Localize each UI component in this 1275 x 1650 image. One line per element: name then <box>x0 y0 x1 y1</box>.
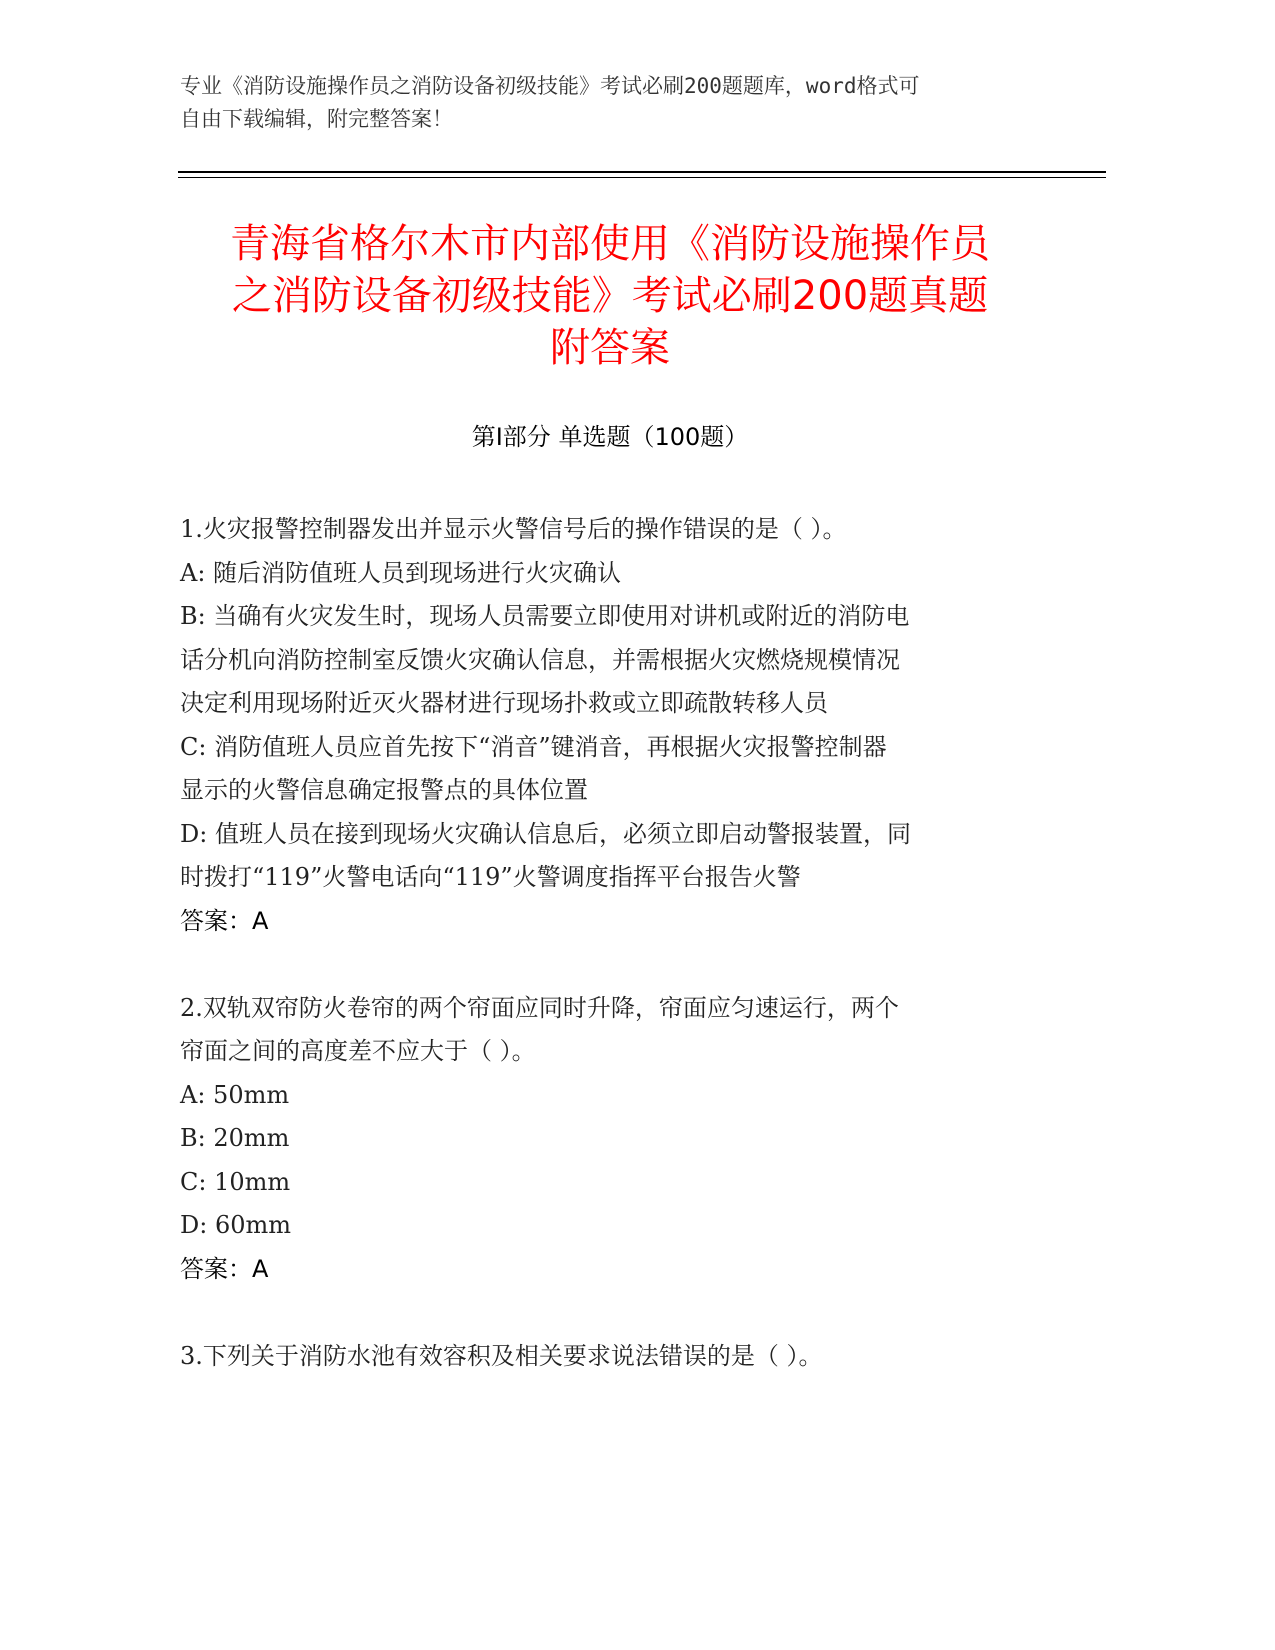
question-spacer <box>180 1291 1040 1335</box>
answer-option-line: 时拨打“119”火警电话向“119”火警调度指挥平台报告火警 <box>180 863 801 891</box>
header-divider-thin <box>178 177 1106 178</box>
answer-option-line: 话分机向消防控制室反馈火灾确认信息，并需根据火灾燃烧规模情况 <box>180 645 900 674</box>
answer-option-line: 显示的火警信息确定报警点的具体位置 <box>180 776 588 804</box>
question-stem-line: 2.双轨双帘防火卷帘的两个帘面应同时升降，帘面应匀速运行，两个 <box>180 993 899 1022</box>
header-note-line: 专业《消防设施操作员之消防设备初级技能》考试必刷200题题库，word格式可 <box>180 74 920 98</box>
question-list <box>180 508 1040 1378</box>
document-title-line: 青海省格尔木市内部使用《消防设施操作员 <box>230 221 990 267</box>
answer-option-line: D: 值班人员在接到现场火灾确认信息后，必须立即启动警报装置，同 <box>180 819 911 848</box>
section-heading: 第Ⅰ部分 单选题（100题） <box>471 423 749 451</box>
correct-answer: 答案：A <box>180 1254 269 1283</box>
question-item <box>180 1335 1040 1379</box>
document-title-line: 附答案 <box>550 325 670 371</box>
header-note-line: 自由下载编辑，附完整答案！ <box>180 107 453 131</box>
question-item <box>180 987 1040 1335</box>
answer-option-line: B: 当确有火灾发生时，现场人员需要立即使用对讲机或附近的消防电 <box>180 602 910 630</box>
document-title <box>180 218 1040 374</box>
answer-option-line: A: 随后消防值班人员到现场进行火灾确认 <box>180 558 622 587</box>
answer-option-line: 决定利用现场附近灭火器材进行现场扑救或立即疏散转移人员 <box>180 689 828 717</box>
question-item <box>180 508 1040 987</box>
answer-option-line: C: 10mm <box>180 1167 291 1196</box>
header-divider-thick <box>178 171 1106 173</box>
answer-option-line: A: 50mm <box>180 1080 290 1109</box>
header-note <box>180 70 1080 136</box>
question-stem-line: 3.下列关于消防水池有效容积及相关要求说法错误的是（ ）。 <box>180 1341 823 1370</box>
document-title-line: 之消防设备初级技能》考试必刷200题真题 <box>231 273 989 319</box>
answer-option-line: D: 60mm <box>180 1211 292 1239</box>
question-spacer <box>180 943 1040 987</box>
answer-option-line: C: 消防值班人员应首先按下“消音”键消音，再根据火灾报警控制器 <box>180 732 887 761</box>
question-stem-line: 1.火灾报警控制器发出并显示火警信号后的操作错误的是（ ）。 <box>180 515 847 543</box>
question-stem-line: 帘面之间的高度差不应大于（ ）。 <box>180 1037 536 1065</box>
correct-answer: 答案：A <box>180 906 269 935</box>
answer-option-line: B: 20mm <box>180 1124 290 1152</box>
